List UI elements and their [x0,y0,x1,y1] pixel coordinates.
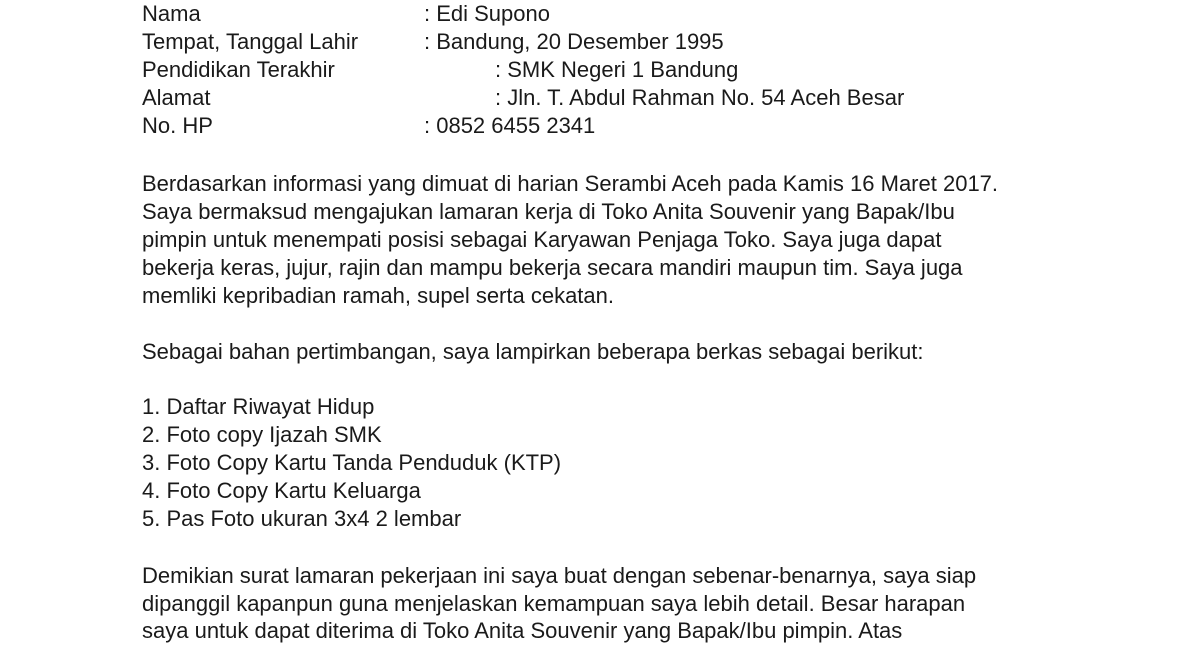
list-item: 3. Foto Copy Kartu Tanda Penduduk (KTP) [142,450,562,475]
value-alamat: : Jln. T. Abdul Rahman No. 54 Aceh Besar [495,85,905,110]
label-nama: Nama [142,1,201,26]
value-pendidikan-terakhir: : SMK Negeri 1 Bandung [495,57,739,82]
paragraph-line: pimpin untuk menempati posisi sebagai Karyawan Penjaga Toko. Saya juga dapat [142,227,942,252]
paragraph-line: dipanggil kapanpun guna menjelaskan kemampuan saya lebih detail. Besar harapan [142,591,966,616]
paragraph-line: Berdasarkan informasi yang dimuat di harian Serambi Aceh pada Kamis 16 Maret 2017. [142,171,999,196]
label-tempat-tanggal-lahir: Tempat, Tanggal Lahir [142,29,359,54]
paragraph-line: memliki kepribadian ramah, supel serta cekatan. [142,283,615,308]
paragraph-line: Saya bermaksud mengajukan lamaran kerja di Toko Anita Souvenir yang Bapak/Ibu [142,199,955,224]
list-item: 4. Foto Copy Kartu Keluarga [142,478,421,503]
list-item: 2. Foto copy Ijazah SMK [142,422,382,447]
value-no-hp: : 0852 6455 2341 [424,113,596,138]
paragraph-line: bekerja keras, jujur, rajin dan mampu bekerja secara mandiri maupun tim. Saya juga [142,255,963,280]
paragraph-line: Sebagai bahan pertimbangan, saya lampirkan beberapa berkas sebagai berikut: [142,339,924,364]
paragraph-line: Demikian surat lamaran pekerjaan ini saya buat dengan sebenar-benarnya, saya siap [142,563,977,588]
value-tempat-tanggal-lahir: : Bandung, 20 Desember 1995 [424,29,724,54]
paragraph-line: saya untuk dapat diterima di Toko Anita Souvenir yang Bapak/Ibu pimpin. Atas [142,618,903,643]
label-pendidikan-terakhir: Pendidikan Terakhir [142,57,335,82]
label-no-hp: No. HP [142,113,213,138]
list-item: 1. Daftar Riwayat Hidup [142,394,375,419]
value-nama: : Edi Supono [424,1,550,26]
list-item: 5. Pas Foto ukuran 3x4 2 lembar [142,506,462,531]
label-alamat: Alamat [142,85,211,110]
